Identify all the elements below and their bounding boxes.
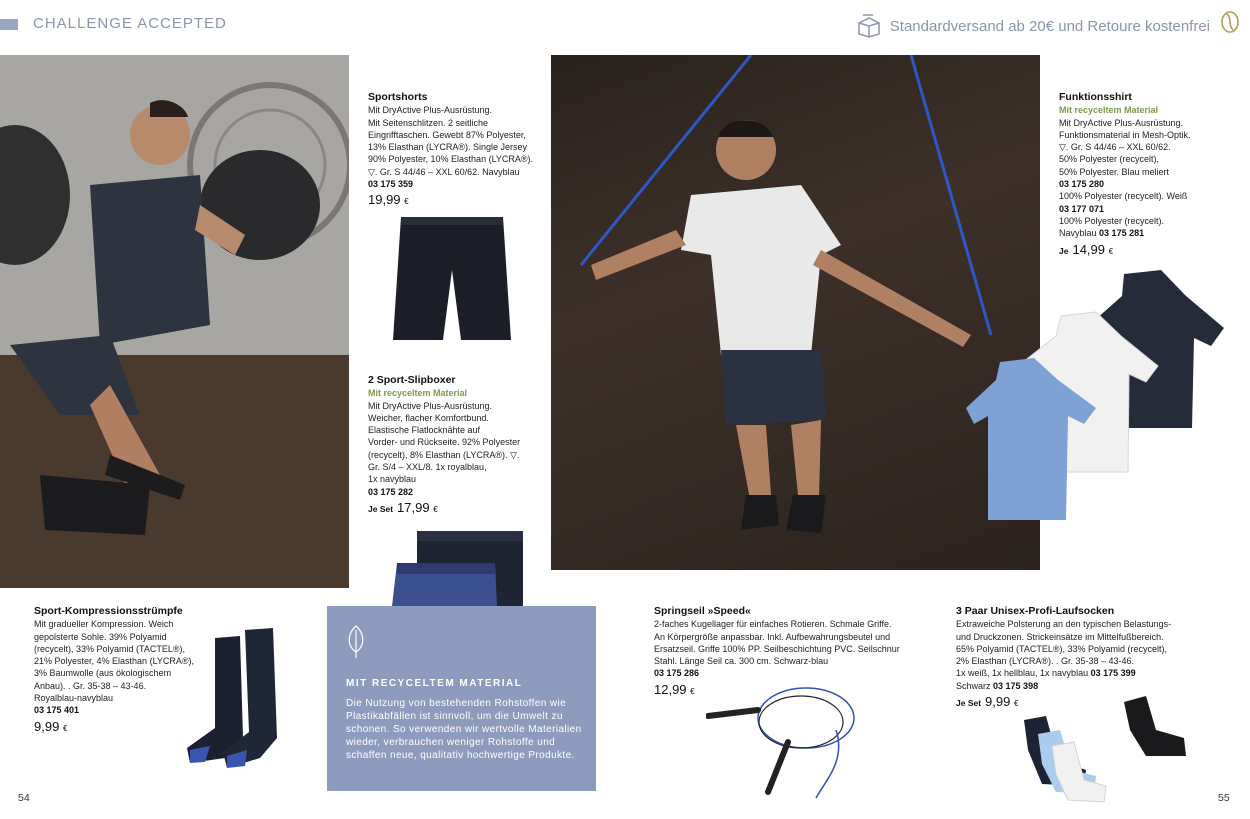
article-number: 03 177 071 xyxy=(1059,203,1105,214)
price xyxy=(956,696,1196,710)
recycled-label: Mit recyceltem Material xyxy=(368,388,468,399)
desc-sizes: . Gr. S 44/46 – XXL 60/62. Navyblau xyxy=(374,166,520,177)
desc-line: (recycelt), 8% Elasthan (LYCRA®). xyxy=(368,449,511,460)
header-accent-bar xyxy=(0,19,18,30)
wash-care-icon: ▽ xyxy=(1059,142,1066,153)
price-value: 9,99 xyxy=(34,718,60,734)
currency: € xyxy=(404,197,409,207)
desc-line: 1x weiß, 1x hellblau, 1x navyblau xyxy=(956,668,1089,679)
variant-text: 100% Polyester (recycelt). Navyblau xyxy=(1059,215,1165,239)
section-title: CHALLENGE ACCEPTED xyxy=(33,15,227,32)
price xyxy=(34,718,224,735)
product-name: Funktionsshirt xyxy=(1059,91,1132,103)
shirts-image xyxy=(966,266,1228,524)
recycled-box-title: MIT RECYCELTEM MATERIAL xyxy=(346,678,523,689)
desc-line: An Körpergröße anpassbar. Inkl. Aufbewahrungsbeutel und xyxy=(654,631,891,642)
currency: € xyxy=(690,686,695,696)
product-funktionsshirt xyxy=(1059,91,1239,258)
desc-line: 13% Elasthan (LYCRA®). Single Jersey xyxy=(368,142,528,153)
desc-line: 2% Elasthan (LYCRA®). . Gr. 35-38 – 43-46. xyxy=(956,656,1135,667)
article-number: 03 175 401 xyxy=(34,705,80,716)
currency: € xyxy=(62,723,68,733)
box-icon xyxy=(856,14,882,38)
product-name: Springseil »Speed« xyxy=(654,605,751,617)
product-name: Sport-Kompressionsstrümpfe xyxy=(34,605,183,617)
desc-line: Royalblau-navyblau xyxy=(34,693,114,704)
product-slipboxer xyxy=(368,374,548,516)
price-value: 17,99 xyxy=(397,499,430,515)
desc-line: und Druckzonen. Strickeinsätze im Mittelfußbereich. xyxy=(956,631,1164,642)
page-number-left: 54 xyxy=(18,792,30,804)
desc-line: 3% Baumwolle (aus ökologischem xyxy=(34,668,172,679)
desc-line: Anbau). . Gr. 35-38 – 43-46. xyxy=(34,680,147,691)
price-value: 19,99 xyxy=(368,192,401,208)
currency: € xyxy=(1108,246,1114,256)
product-running-socks xyxy=(956,605,1196,710)
product-name: Sportshorts xyxy=(368,91,428,103)
desc-sizes: . Gr. S 44/46 – XXL 60/62. xyxy=(1065,142,1171,153)
desc-line: Funktionsmaterial in Mesh-Optik. xyxy=(1059,129,1191,140)
article-number: 03 175 286 xyxy=(654,668,700,679)
price xyxy=(1059,241,1239,258)
desc-line: Mit DryActive Plus-Ausrüstung. xyxy=(368,105,493,116)
desc-line: 1x navyblau xyxy=(368,474,417,485)
price xyxy=(654,681,924,698)
currency: € xyxy=(433,504,438,514)
desc-line: Extraweiche Polsterung an den typischen Belastungs- xyxy=(956,619,1172,630)
recycled-box-text: Die Nutzung von bestehenden Rohstoffen wie Plastikabfällen ist sinnvoll, um die Umwelt zu schonen. So verwenden wir wertvolle Materialien wieder, verbrauchen weniger Rohstoffe und schaffen neue, qualitativ hochwertige Produkte. xyxy=(346,698,582,761)
desc-line: Ersatzseil. Griffe 100% PP. Seilbeschichtung PVC. Seilschnur xyxy=(654,643,900,654)
coffee-bean-logo xyxy=(1218,10,1242,34)
desc-line: (recycelt), 33% Polyamid (TACTEL®), xyxy=(34,643,185,654)
desc-line: 21% Polyester, 4% Elasthan (LYCRA®), xyxy=(34,656,195,667)
desc-line: Elastische Flatlocknähte auf xyxy=(368,425,481,436)
recycled-material-box xyxy=(327,606,596,791)
page-number-right: 55 xyxy=(1218,792,1230,804)
desc-line: Mit Seitenschlitzen. 2 seitliche xyxy=(368,117,489,128)
article-number: 03 175 359 xyxy=(368,179,414,190)
desc-line: Mit DryActive Plus-Ausrüstung. xyxy=(368,400,493,411)
desc-line: Weicher, flacher Komfortbund. xyxy=(368,412,489,423)
desc-line: Eingrifftaschen. Gewebt 87% Polyester, xyxy=(368,129,526,140)
product-name: 3 Paar Unisex-Profi-Laufsocken xyxy=(956,605,1115,617)
shipping-text: Standardversand ab 20€ und Retoure kostenfrei xyxy=(889,17,1210,35)
article-number: 03 175 399 xyxy=(1090,668,1136,679)
article-number: 03 175 398 xyxy=(993,680,1039,691)
article-number: 03 175 281 xyxy=(1099,228,1145,239)
price-prefix: Je Set xyxy=(368,503,394,514)
wash-care-icon: ▽ xyxy=(368,166,375,177)
variant-text: 50% Polyester (recycelt), 50% Polyester. Blau meliert xyxy=(1059,154,1170,177)
price xyxy=(368,499,548,516)
recycled-label: Mit recyceltem Material xyxy=(1059,105,1159,116)
article-number: 03 175 280 xyxy=(1059,179,1105,190)
variant-text-wrap xyxy=(1059,215,1239,240)
product-name: 2 Sport-Slipboxer xyxy=(368,374,456,386)
article-number: 03 175 282 xyxy=(368,486,414,497)
shipping-info xyxy=(856,14,1210,38)
desc-line: 65% Polyamid (TACTEL®), 33% Polyamid (recycelt), xyxy=(956,643,1168,654)
product-compression-socks xyxy=(34,605,224,735)
leaf-icon xyxy=(345,624,367,660)
price-value: 14,99 xyxy=(1072,241,1106,257)
desc-line: gepolsterte Sohle. 39% Polyamid xyxy=(34,631,167,642)
desc-line: Mit gradueller Kompression. Weich xyxy=(34,619,174,630)
desc-line: Mit DryActive Plus-Ausrüstung. xyxy=(1059,117,1184,128)
currency: € xyxy=(1013,699,1019,709)
product-sportshorts xyxy=(368,91,548,209)
price-value: 9,99 xyxy=(985,694,1011,710)
product-jump-rope xyxy=(654,605,924,698)
desc-line: Gr. S/4 – XXL/8. 1x royalblau, xyxy=(368,462,487,473)
desc-line: Stahl. Länge Seil ca. 300 cm. Schwarz-blau xyxy=(654,656,829,667)
variant-text: 100% Polyester (recycelt). Weiß xyxy=(1059,191,1188,202)
sportshorts-image xyxy=(391,215,513,343)
price xyxy=(368,194,548,208)
athlete-medicine-ball-photo xyxy=(0,55,349,588)
desc-line: Schwarz xyxy=(956,680,991,691)
price-prefix: Je xyxy=(1059,245,1069,256)
price-prefix: Je Set xyxy=(956,698,982,709)
desc-line: Vorder- und Rückseite. 92% Polyester xyxy=(368,437,521,448)
wash-care-icon: ▽. xyxy=(510,449,520,460)
desc-line: 2-faches Kugellager für einfaches Rotieren. Schmale Griffe. xyxy=(654,619,892,630)
price-value: 12,99 xyxy=(654,681,687,697)
desc-line: 90% Polyester, 10% Elasthan (LYCRA®). xyxy=(368,154,534,165)
